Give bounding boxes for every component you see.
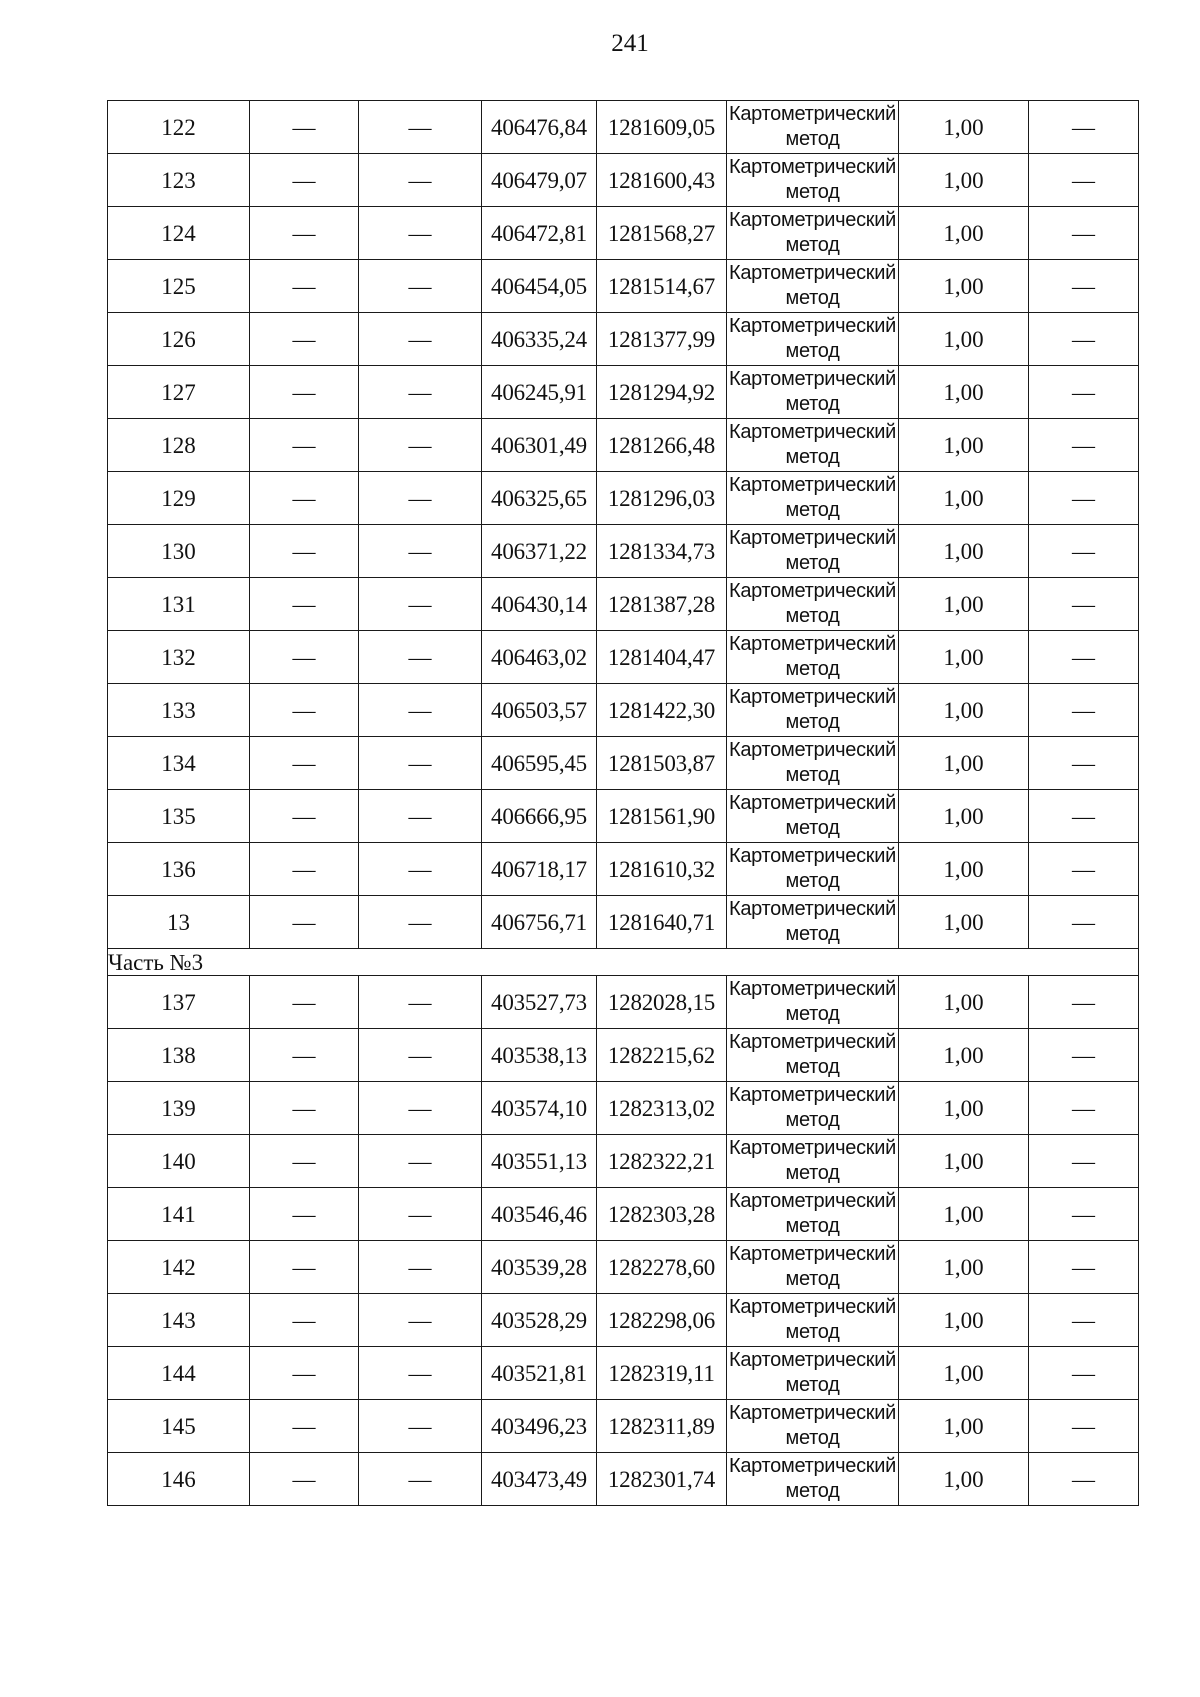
method-cell: Картометрический метод bbox=[727, 737, 899, 790]
x-coordinate-cell: 406503,57 bbox=[482, 684, 597, 737]
method-cell: Картометрический метод bbox=[727, 260, 899, 313]
point-number-cell: 146 bbox=[108, 1453, 250, 1506]
x-coordinate-cell: 403473,49 bbox=[482, 1453, 597, 1506]
dash-cell: — bbox=[250, 896, 359, 949]
method-cell: Картометрический метод bbox=[727, 976, 899, 1029]
accuracy-cell: 1,00 bbox=[899, 1241, 1029, 1294]
dash-cell: — bbox=[250, 260, 359, 313]
dash-cell: — bbox=[359, 101, 482, 154]
table-row bbox=[108, 366, 1139, 419]
table-row bbox=[108, 1135, 1139, 1188]
method-cell: Картометрический метод bbox=[727, 366, 899, 419]
table-row bbox=[108, 737, 1139, 790]
point-number-cell: 122 bbox=[108, 101, 250, 154]
dash-cell: — bbox=[1029, 790, 1139, 843]
dash-cell: — bbox=[250, 1241, 359, 1294]
dash-cell: — bbox=[250, 976, 359, 1029]
dash-cell: — bbox=[1029, 1294, 1139, 1347]
x-coordinate-cell: 406476,84 bbox=[482, 101, 597, 154]
dash-cell: — bbox=[1029, 684, 1139, 737]
table-row bbox=[108, 1400, 1139, 1453]
point-number-cell: 136 bbox=[108, 843, 250, 896]
method-cell: Картометрический метод bbox=[727, 1241, 899, 1294]
dash-cell: — bbox=[359, 1400, 482, 1453]
method-cell: Картометрический метод bbox=[727, 631, 899, 684]
point-number-cell: 128 bbox=[108, 419, 250, 472]
dash-cell: — bbox=[359, 1188, 482, 1241]
x-coordinate-cell: 403574,10 bbox=[482, 1082, 597, 1135]
table-row bbox=[108, 313, 1139, 366]
accuracy-cell: 1,00 bbox=[899, 578, 1029, 631]
method-cell: Картометрический метод bbox=[727, 1347, 899, 1400]
dash-cell: — bbox=[250, 366, 359, 419]
y-coordinate-cell: 1282278,60 bbox=[597, 1241, 727, 1294]
point-number-cell: 129 bbox=[108, 472, 250, 525]
dash-cell: — bbox=[359, 366, 482, 419]
accuracy-cell: 1,00 bbox=[899, 207, 1029, 260]
x-coordinate-cell: 403521,81 bbox=[482, 1347, 597, 1400]
x-coordinate-cell: 406325,65 bbox=[482, 472, 597, 525]
accuracy-cell: 1,00 bbox=[899, 843, 1029, 896]
dash-cell: — bbox=[250, 578, 359, 631]
method-cell: Картометрический метод bbox=[727, 1029, 899, 1082]
y-coordinate-cell: 1281296,03 bbox=[597, 472, 727, 525]
point-number-cell: 144 bbox=[108, 1347, 250, 1400]
table-row bbox=[108, 207, 1139, 260]
y-coordinate-cell: 1282028,15 bbox=[597, 976, 727, 1029]
y-coordinate-cell: 1281609,05 bbox=[597, 101, 727, 154]
x-coordinate-cell: 406371,22 bbox=[482, 525, 597, 578]
point-number-cell: 140 bbox=[108, 1135, 250, 1188]
table-row bbox=[108, 1241, 1139, 1294]
point-number-cell: 130 bbox=[108, 525, 250, 578]
x-coordinate-cell: 403546,46 bbox=[482, 1188, 597, 1241]
dash-cell: — bbox=[250, 1029, 359, 1082]
dash-cell: — bbox=[359, 737, 482, 790]
method-cell: Картометрический метод bbox=[727, 684, 899, 737]
point-number-cell: 143 bbox=[108, 1294, 250, 1347]
y-coordinate-cell: 1281377,99 bbox=[597, 313, 727, 366]
table-row bbox=[108, 1082, 1139, 1135]
dash-cell: — bbox=[359, 1241, 482, 1294]
y-coordinate-cell: 1282298,06 bbox=[597, 1294, 727, 1347]
method-cell: Картометрический метод bbox=[727, 1188, 899, 1241]
y-coordinate-cell: 1282319,11 bbox=[597, 1347, 727, 1400]
dash-cell: — bbox=[1029, 1188, 1139, 1241]
dash-cell: — bbox=[359, 1294, 482, 1347]
dash-cell: — bbox=[250, 1347, 359, 1400]
dash-cell: — bbox=[359, 631, 482, 684]
dash-cell: — bbox=[359, 207, 482, 260]
dash-cell: — bbox=[250, 101, 359, 154]
y-coordinate-cell: 1282322,21 bbox=[597, 1135, 727, 1188]
dash-cell: — bbox=[250, 843, 359, 896]
method-cell: Картометрический метод bbox=[727, 472, 899, 525]
dash-cell: — bbox=[250, 1400, 359, 1453]
accuracy-cell: 1,00 bbox=[899, 790, 1029, 843]
y-coordinate-cell: 1281294,92 bbox=[597, 366, 727, 419]
coordinates-table bbox=[107, 100, 1139, 1506]
accuracy-cell: 1,00 bbox=[899, 1188, 1029, 1241]
point-number-cell: 138 bbox=[108, 1029, 250, 1082]
point-number-cell: 145 bbox=[108, 1400, 250, 1453]
accuracy-cell: 1,00 bbox=[899, 366, 1029, 419]
point-number-cell: 123 bbox=[108, 154, 250, 207]
dash-cell: — bbox=[1029, 1347, 1139, 1400]
point-number-cell: 135 bbox=[108, 790, 250, 843]
point-number-cell: 127 bbox=[108, 366, 250, 419]
accuracy-cell: 1,00 bbox=[899, 260, 1029, 313]
table-row bbox=[108, 260, 1139, 313]
dash-cell: — bbox=[250, 313, 359, 366]
y-coordinate-cell: 1281266,48 bbox=[597, 419, 727, 472]
dash-cell: — bbox=[359, 976, 482, 1029]
y-coordinate-cell: 1281334,73 bbox=[597, 525, 727, 578]
table-row bbox=[108, 578, 1139, 631]
accuracy-cell: 1,00 bbox=[899, 1135, 1029, 1188]
method-cell: Картометрический метод bbox=[727, 1082, 899, 1135]
dash-cell: — bbox=[359, 472, 482, 525]
accuracy-cell: 1,00 bbox=[899, 525, 1029, 578]
x-coordinate-cell: 403527,73 bbox=[482, 976, 597, 1029]
accuracy-cell: 1,00 bbox=[899, 1029, 1029, 1082]
table-row bbox=[108, 101, 1139, 154]
dash-cell: — bbox=[1029, 260, 1139, 313]
dash-cell: — bbox=[250, 1294, 359, 1347]
y-coordinate-cell: 1281568,27 bbox=[597, 207, 727, 260]
dash-cell: — bbox=[359, 1082, 482, 1135]
method-cell: Картометрический метод bbox=[727, 578, 899, 631]
dash-cell: — bbox=[1029, 154, 1139, 207]
dash-cell: — bbox=[359, 154, 482, 207]
x-coordinate-cell: 403551,13 bbox=[482, 1135, 597, 1188]
x-coordinate-cell: 406756,71 bbox=[482, 896, 597, 949]
y-coordinate-cell: 1282303,28 bbox=[597, 1188, 727, 1241]
table-row bbox=[108, 1029, 1139, 1082]
method-cell: Картометрический метод bbox=[727, 1135, 899, 1188]
table-row bbox=[108, 1294, 1139, 1347]
x-coordinate-cell: 406595,45 bbox=[482, 737, 597, 790]
dash-cell: — bbox=[359, 1135, 482, 1188]
accuracy-cell: 1,00 bbox=[899, 1400, 1029, 1453]
dash-cell: — bbox=[359, 1029, 482, 1082]
dash-cell: — bbox=[1029, 976, 1139, 1029]
x-coordinate-cell: 403528,29 bbox=[482, 1294, 597, 1347]
point-number-cell: 137 bbox=[108, 976, 250, 1029]
x-coordinate-cell: 406245,91 bbox=[482, 366, 597, 419]
table-row bbox=[108, 1347, 1139, 1400]
dash-cell: — bbox=[250, 1188, 359, 1241]
y-coordinate-cell: 1281422,30 bbox=[597, 684, 727, 737]
dash-cell: — bbox=[1029, 1029, 1139, 1082]
dash-cell: — bbox=[250, 419, 359, 472]
x-coordinate-cell: 403496,23 bbox=[482, 1400, 597, 1453]
accuracy-cell: 1,00 bbox=[899, 154, 1029, 207]
dash-cell: — bbox=[359, 313, 482, 366]
accuracy-cell: 1,00 bbox=[899, 976, 1029, 1029]
x-coordinate-cell: 403539,28 bbox=[482, 1241, 597, 1294]
y-coordinate-cell: 1281610,32 bbox=[597, 843, 727, 896]
page-number: 241 bbox=[611, 30, 649, 57]
accuracy-cell: 1,00 bbox=[899, 1294, 1029, 1347]
dash-cell: — bbox=[250, 631, 359, 684]
dash-cell: — bbox=[250, 1453, 359, 1506]
y-coordinate-cell: 1282311,89 bbox=[597, 1400, 727, 1453]
table-row bbox=[108, 472, 1139, 525]
method-cell: Картометрический метод bbox=[727, 101, 899, 154]
dash-cell: — bbox=[359, 578, 482, 631]
table-row bbox=[108, 896, 1139, 949]
dash-cell: — bbox=[1029, 366, 1139, 419]
dash-cell: — bbox=[1029, 101, 1139, 154]
dash-cell: — bbox=[250, 737, 359, 790]
x-coordinate-cell: 406472,81 bbox=[482, 207, 597, 260]
accuracy-cell: 1,00 bbox=[899, 472, 1029, 525]
y-coordinate-cell: 1281404,47 bbox=[597, 631, 727, 684]
dash-cell: — bbox=[250, 1135, 359, 1188]
accuracy-cell: 1,00 bbox=[899, 1082, 1029, 1135]
method-cell: Картометрический метод bbox=[727, 1294, 899, 1347]
accuracy-cell: 1,00 bbox=[899, 896, 1029, 949]
dash-cell: — bbox=[250, 472, 359, 525]
x-coordinate-cell: 406454,05 bbox=[482, 260, 597, 313]
point-number-cell: 132 bbox=[108, 631, 250, 684]
x-coordinate-cell: 406430,14 bbox=[482, 578, 597, 631]
accuracy-cell: 1,00 bbox=[899, 1347, 1029, 1400]
dash-cell: — bbox=[359, 790, 482, 843]
method-cell: Картометрический метод bbox=[727, 313, 899, 366]
accuracy-cell: 1,00 bbox=[899, 684, 1029, 737]
dash-cell: — bbox=[250, 207, 359, 260]
dash-cell: — bbox=[359, 843, 482, 896]
dash-cell: — bbox=[1029, 631, 1139, 684]
x-coordinate-cell: 406301,49 bbox=[482, 419, 597, 472]
x-coordinate-cell: 406463,02 bbox=[482, 631, 597, 684]
accuracy-cell: 1,00 bbox=[899, 631, 1029, 684]
dash-cell: — bbox=[1029, 313, 1139, 366]
dash-cell: — bbox=[1029, 1135, 1139, 1188]
method-cell: Картометрический метод bbox=[727, 896, 899, 949]
dash-cell: — bbox=[250, 684, 359, 737]
method-cell: Картометрический метод bbox=[727, 1400, 899, 1453]
dash-cell: — bbox=[359, 1347, 482, 1400]
table-row bbox=[108, 1188, 1139, 1241]
dash-cell: — bbox=[250, 525, 359, 578]
section-header-row bbox=[108, 949, 1139, 976]
table-row bbox=[108, 1453, 1139, 1506]
dash-cell: — bbox=[1029, 1241, 1139, 1294]
x-coordinate-cell: 406335,24 bbox=[482, 313, 597, 366]
dash-cell: — bbox=[359, 525, 482, 578]
dash-cell: — bbox=[1029, 1453, 1139, 1506]
x-coordinate-cell: 406666,95 bbox=[482, 790, 597, 843]
method-cell: Картометрический метод bbox=[727, 207, 899, 260]
accuracy-cell: 1,00 bbox=[899, 737, 1029, 790]
point-number-cell: 133 bbox=[108, 684, 250, 737]
table-row bbox=[108, 790, 1139, 843]
method-cell: Картометрический метод bbox=[727, 843, 899, 896]
dash-cell: — bbox=[1029, 472, 1139, 525]
y-coordinate-cell: 1281514,67 bbox=[597, 260, 727, 313]
table-row bbox=[108, 843, 1139, 896]
point-number-cell: 131 bbox=[108, 578, 250, 631]
section-label: Часть №3 bbox=[108, 949, 1139, 976]
method-cell: Картометрический метод bbox=[727, 790, 899, 843]
point-number-cell: 141 bbox=[108, 1188, 250, 1241]
y-coordinate-cell: 1282313,02 bbox=[597, 1082, 727, 1135]
table-row bbox=[108, 419, 1139, 472]
y-coordinate-cell: 1282215,62 bbox=[597, 1029, 727, 1082]
dash-cell: — bbox=[1029, 737, 1139, 790]
dash-cell: — bbox=[359, 684, 482, 737]
accuracy-cell: 1,00 bbox=[899, 419, 1029, 472]
x-coordinate-cell: 403538,13 bbox=[482, 1029, 597, 1082]
point-number-cell: 142 bbox=[108, 1241, 250, 1294]
dash-cell: — bbox=[1029, 578, 1139, 631]
y-coordinate-cell: 1282301,74 bbox=[597, 1453, 727, 1506]
dash-cell: — bbox=[250, 790, 359, 843]
point-number-cell: 125 bbox=[108, 260, 250, 313]
dash-cell: — bbox=[250, 1082, 359, 1135]
x-coordinate-cell: 406718,17 bbox=[482, 843, 597, 896]
point-number-cell: 126 bbox=[108, 313, 250, 366]
accuracy-cell: 1,00 bbox=[899, 101, 1029, 154]
dash-cell: — bbox=[1029, 1082, 1139, 1135]
coordinates-table-body bbox=[108, 101, 1139, 1506]
method-cell: Картометрический метод bbox=[727, 525, 899, 578]
dash-cell: — bbox=[359, 419, 482, 472]
table-row bbox=[108, 976, 1139, 1029]
method-cell: Картометрический метод bbox=[727, 154, 899, 207]
table-row bbox=[108, 154, 1139, 207]
table-row bbox=[108, 684, 1139, 737]
y-coordinate-cell: 1281503,87 bbox=[597, 737, 727, 790]
dash-cell: — bbox=[1029, 843, 1139, 896]
point-number-cell: 124 bbox=[108, 207, 250, 260]
method-cell: Картометрический метод bbox=[727, 419, 899, 472]
accuracy-cell: 1,00 bbox=[899, 313, 1029, 366]
dash-cell: — bbox=[359, 896, 482, 949]
point-number-cell: 134 bbox=[108, 737, 250, 790]
point-number-cell: 13 bbox=[108, 896, 250, 949]
dash-cell: — bbox=[1029, 419, 1139, 472]
y-coordinate-cell: 1281561,90 bbox=[597, 790, 727, 843]
dash-cell: — bbox=[1029, 207, 1139, 260]
dash-cell: — bbox=[1029, 1400, 1139, 1453]
dash-cell: — bbox=[1029, 896, 1139, 949]
x-coordinate-cell: 406479,07 bbox=[482, 154, 597, 207]
point-number-cell: 139 bbox=[108, 1082, 250, 1135]
y-coordinate-cell: 1281387,28 bbox=[597, 578, 727, 631]
method-cell: Картометрический метод bbox=[727, 1453, 899, 1506]
dash-cell: — bbox=[359, 260, 482, 313]
accuracy-cell: 1,00 bbox=[899, 1453, 1029, 1506]
y-coordinate-cell: 1281600,43 bbox=[597, 154, 727, 207]
dash-cell: — bbox=[1029, 525, 1139, 578]
y-coordinate-cell: 1281640,71 bbox=[597, 896, 727, 949]
dash-cell: — bbox=[250, 154, 359, 207]
dash-cell: — bbox=[359, 1453, 482, 1506]
table-row bbox=[108, 631, 1139, 684]
table-row bbox=[108, 525, 1139, 578]
